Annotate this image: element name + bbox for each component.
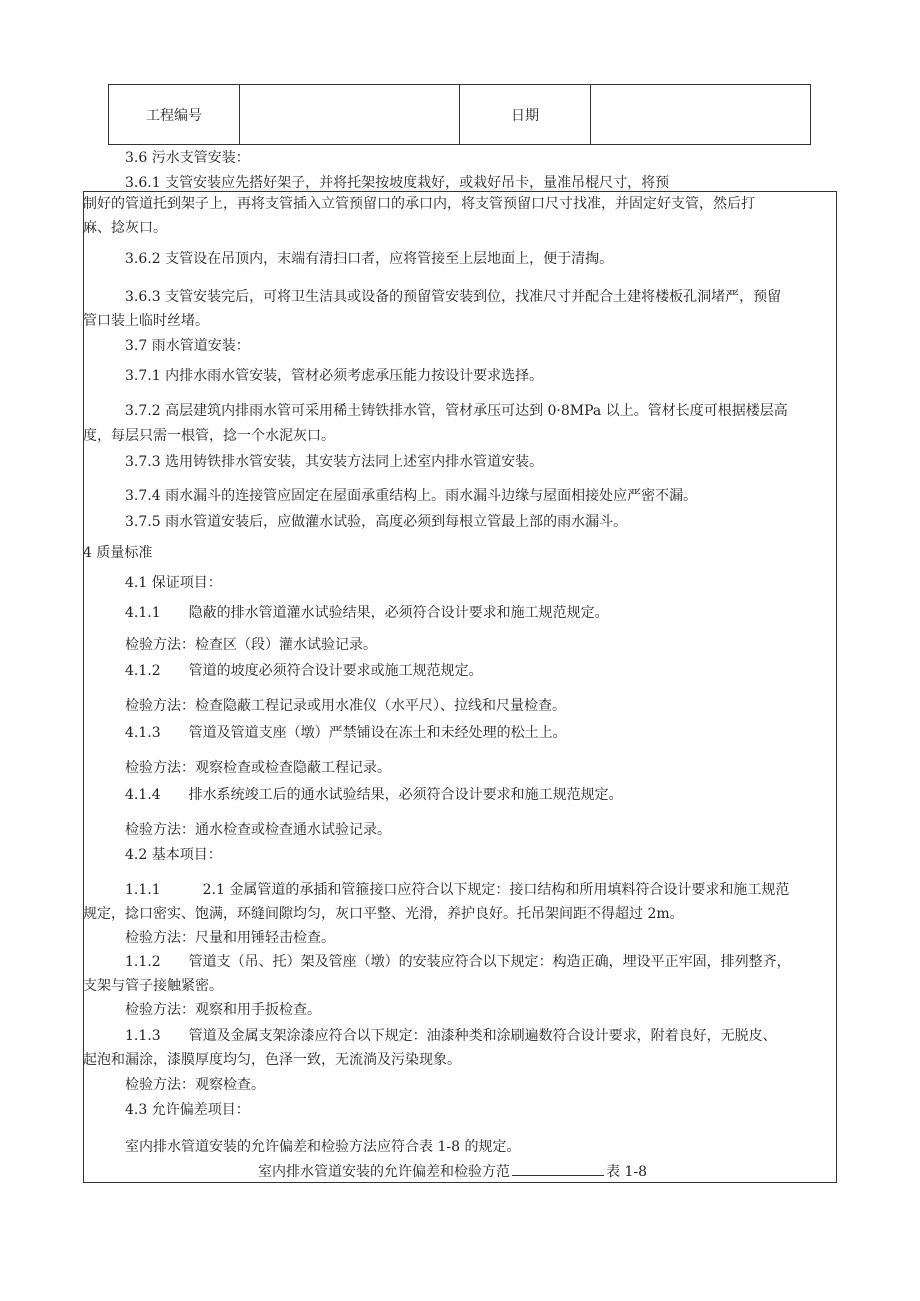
para-4-3: 室内排水管道安装的允许偏差和检验方法应符合表 1-8 的规定。: [125, 1139, 521, 1155]
item-1-1-3-line2: 起泡和漏涂，漆膜厚度均匀，色泽一致，无流淌及污染现象。: [83, 1052, 461, 1068]
date-value: [591, 85, 810, 144]
item-1-1-1-line2: 规定，捻口密实、饱满，环缝间隙均匀，灰口平整、光滑，养护良好。托吊架间距不得超过 2m。: [83, 906, 684, 922]
project-number-label: 工程编号: [109, 85, 240, 144]
caption-blank-line: [512, 1161, 604, 1176]
table-caption-number: 表 1-8: [606, 1164, 647, 1180]
method-4-1-1: 检验方法：检查区（段）灌水试验记录。: [125, 637, 377, 653]
item-1-1-2-line1: 1.1.2 管道支（吊、托）架及管座（墩）的安装应符合以下规定：构造正确，埋设平正牢固，排列整齐，: [125, 954, 791, 970]
para-3-6-1-line1: 3.6.1 支管安装应先搭好架子，并将托架按坡度栽好，或栽好吊卡，量准吊棍尺寸，将预: [125, 175, 670, 191]
section-4-heading: 4 质量标准: [83, 545, 153, 561]
section-3-7-heading: 3.7 雨水管道安装：: [125, 338, 250, 354]
item-4-1-1: 4.1.1 隐蔽的排水管道灌水试验结果，必须符合设计要求和施工规范规定。: [125, 605, 609, 621]
method-4-1-2: 检验方法：检查隐蔽工程记录或用水准仪（水平尺）、拉线和尺量检查。: [125, 698, 566, 714]
para-3-6-1-line2: 制好的管道托到架子上，再将支管插入立管预留口的承口内，将支管预留口尺寸找准，并固定好支管，然后打: [83, 196, 755, 212]
header-table: [108, 84, 811, 145]
section-4-3-heading: 4.3 允许偏差项目：: [125, 1102, 250, 1118]
para-3-6-3-line2: 管口装上临时丝堵。: [83, 313, 209, 329]
method-4-1-3: 检验方法：观察检查或检查隐蔽工程记录。: [125, 760, 391, 776]
method-4-1-4: 检验方法：通水检查或检查通水试验记录。: [125, 822, 391, 838]
para-3-6-3-line1: 3.6.3 支管安装完后，可将卫生洁具或设备的预留管安装到位，找准尺寸并配合土建将楼板孔洞堵严，预留: [125, 289, 782, 305]
para-3-7-3: 3.7.3 选用铸铁排水管安装，其安装方法同上述室内排水管道安装。: [125, 454, 544, 470]
para-3-7-2-line2: 度，每层只需一根管，捻一个水泥灰口。: [83, 428, 335, 444]
item-1-1-2-line2: 支架与管子接触紧密。: [83, 978, 223, 994]
para-3-6-1-line3: 麻、捻灰口。: [83, 220, 167, 236]
item-1-1-1-line1: 1.1.1 2.1 金属管道的承插和管箍接口应符合以下规定：接口结构和所用填料符合设计要求和施工规范: [125, 882, 790, 898]
item-4-1-2: 4.1.2 管道的坡度必须符合设计要求或施工规范规定。: [125, 663, 483, 679]
para-3-6-2: 3.6.2 支管设在吊顶内，末端有清扫口者，应将管接至上层地面上，便于清掏。: [125, 251, 614, 267]
section-4-1-heading: 4.1 保证项目：: [125, 575, 222, 591]
method-1-1-3: 检验方法：观察检查。: [125, 1077, 265, 1093]
item-1-1-3-line1: 1.1.3 管道及金属支架涂漆应符合以下规定：油漆种类和涂刷遍数符合设计要求，附着良好，无脱皮、: [125, 1028, 777, 1044]
section-4-2-heading: 4.2 基本项目：: [125, 847, 222, 863]
item-4-1-4: 4.1.4 排水系统竣工后的通水试验结果，必须符合设计要求和施工规范规定。: [125, 787, 623, 803]
para-3-7-1: 3.7.1 内排水雨水管安装，管材必须考虑承压能力按设计要求选择。: [125, 368, 544, 384]
date-label: 日期: [460, 85, 591, 144]
para-3-7-5: 3.7.5 雨水管道安装后，应做灌水试验，高度必须到每根立管最上部的雨水漏斗。: [125, 514, 628, 530]
para-3-7-2-line1: 3.7.2 高层建筑内排雨水管可采用稀土铸铁排水管，管材承压可达到 0·8MPa 以上。管材长度可根据楼层高: [125, 403, 788, 419]
table-caption: [83, 1160, 837, 1184]
method-1-1-1: 检验方法：尺量和用锤轻击检查。: [125, 930, 335, 946]
method-1-1-2: 检验方法：观察和用手扳检查。: [125, 1002, 321, 1018]
table-caption-title: 室内排水管道安装的允许偏差和检验方范: [258, 1164, 510, 1180]
section-3-6-heading: 3.6 污水支管安装：: [125, 150, 250, 166]
para-3-7-4: 3.7.4 雨水漏斗的连接管应固定在屋面承重结构上。雨水漏斗边缘与屋面相接处应严密不漏。: [125, 488, 698, 504]
item-4-1-3: 4.1.3 管道及管道支座（墩）严禁铺设在冻土和未经处理的松土上。: [125, 725, 567, 741]
project-number-value: [240, 85, 460, 144]
